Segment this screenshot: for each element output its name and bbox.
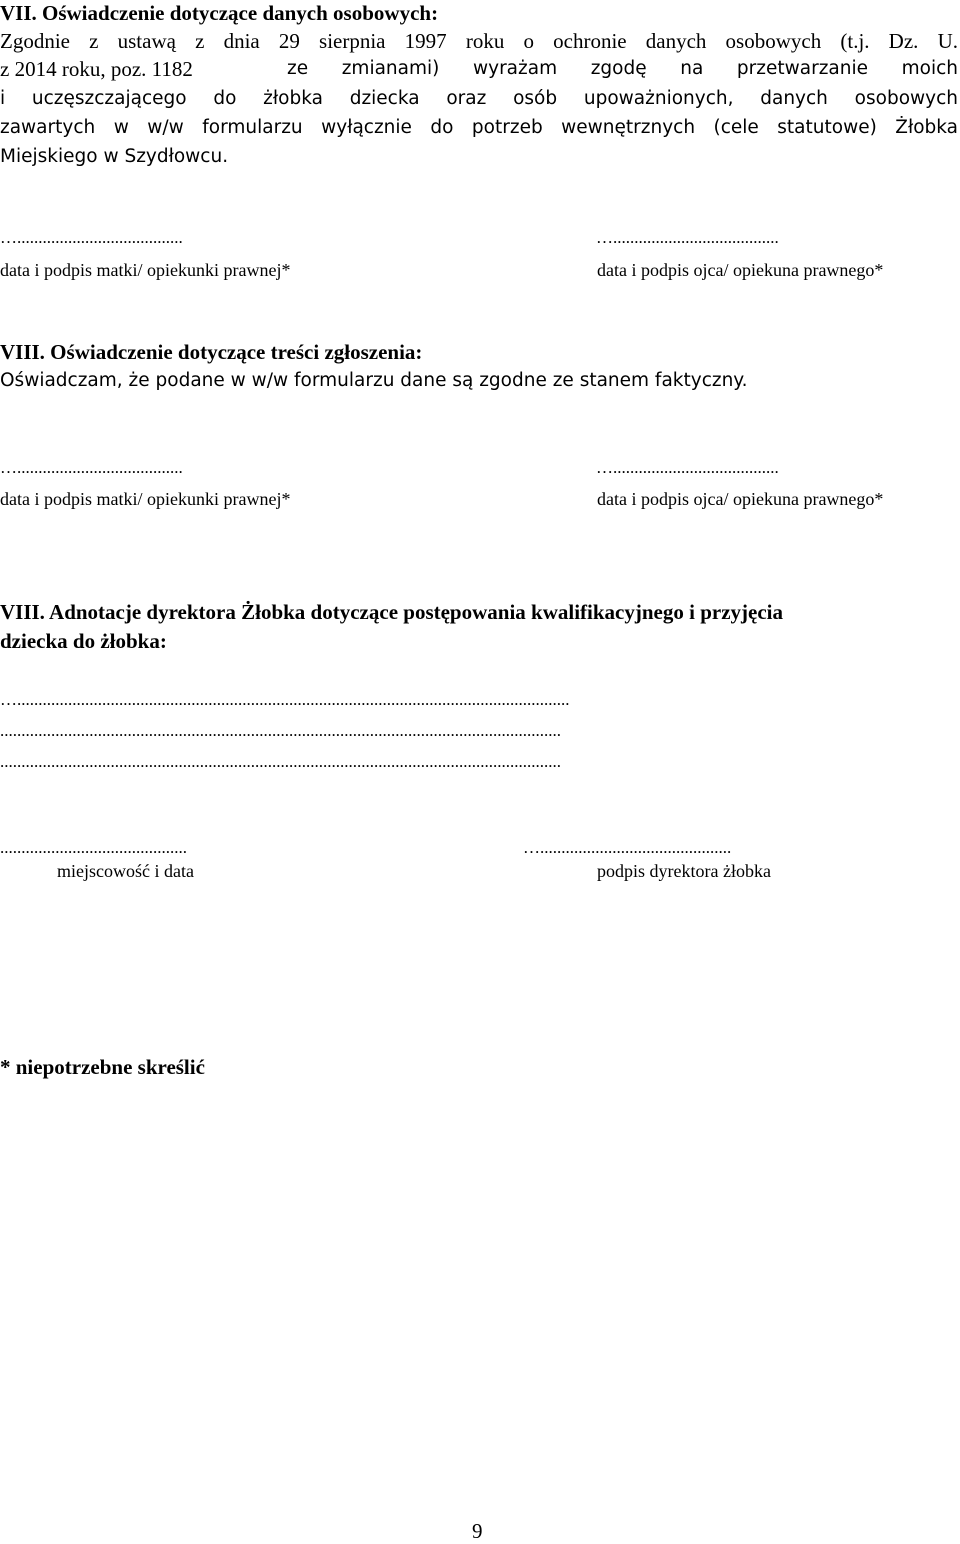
section-viii-director-title-line-1: VIII. Adnotacje dyrektora Żłobka dotyczące postępowania kwalifikacyjnego i przyjęcia <box>0 600 783 624</box>
section-vii-line-5: Miejskiego w Szydłowcu. <box>0 146 229 167</box>
signature-label-mother-1: data i podpis matki/ opiekunki prawnej* <box>0 260 291 280</box>
signature-line-mother-2: …....................................... <box>0 458 183 477</box>
signature-line-mother-1: …....................................... <box>0 228 183 247</box>
director-signature-label: podpis dyrektora żłobka <box>597 861 771 881</box>
section-vii-line-2 <box>0 57 958 85</box>
section-vii-line-4: zawartych w w/w formularzu wyłącznie do potrzeb wewnętrznych (cele statutowe) Żłobka <box>0 117 958 138</box>
section-vii-title: VII. Oświadczenie dotyczące danych osobowych: <box>0 1 439 25</box>
director-notes-line-2: .................................................................................................................................... <box>0 721 561 740</box>
director-signature-line: …............................................. <box>523 838 732 857</box>
director-notes-line-3: .................................................................................................................................... <box>0 752 561 771</box>
footnote: * niepotrzebne skreślić <box>0 1055 205 1079</box>
section-viii-declaration-text: Oświadczam, że podane w w/w formularzu dane są zgodne ze stanem faktyczny. <box>0 370 748 391</box>
section-vii-line-3: i uczęszczającego do żłobka dziecka oraz osób upoważnionych, danych osobowych <box>0 88 958 109</box>
section-viii-declaration-title: VIII. Oświadczenie dotyczące treści zgłoszenia: <box>0 340 423 364</box>
signature-label-father-1: data i podpis ojca/ opiekuna prawnego* <box>597 260 884 280</box>
signature-label-father-2: data i podpis ojca/ opiekuna prawnego* <box>597 489 884 509</box>
place-date-line: ............................................ <box>0 838 187 857</box>
section-vii-line-2-consent: ze zmianami) wyrażam zgodę na przetwarzanie moich <box>287 58 958 79</box>
signature-label-mother-2: data i podpis matki/ opiekunki prawnej* <box>0 489 291 509</box>
page-number: 9 <box>472 1519 483 1543</box>
director-notes-line-1: ….................................................................................................................................. <box>0 690 570 709</box>
section-vii-line-2-ref: z 2014 roku, poz. 1182 <box>0 57 193 81</box>
section-vii-line-1: Zgodnie z ustawą z dnia 29 sierpnia 1997 roku o ochronie danych osobowych (t.j. Dz. U. <box>0 29 958 53</box>
signature-line-father-2: …....................................... <box>596 458 779 477</box>
signature-line-father-1: …....................................... <box>596 228 779 247</box>
section-viii-director-title-line-2: dziecka do żłobka: <box>0 629 167 653</box>
place-date-label: miejscowość i data <box>57 861 194 881</box>
